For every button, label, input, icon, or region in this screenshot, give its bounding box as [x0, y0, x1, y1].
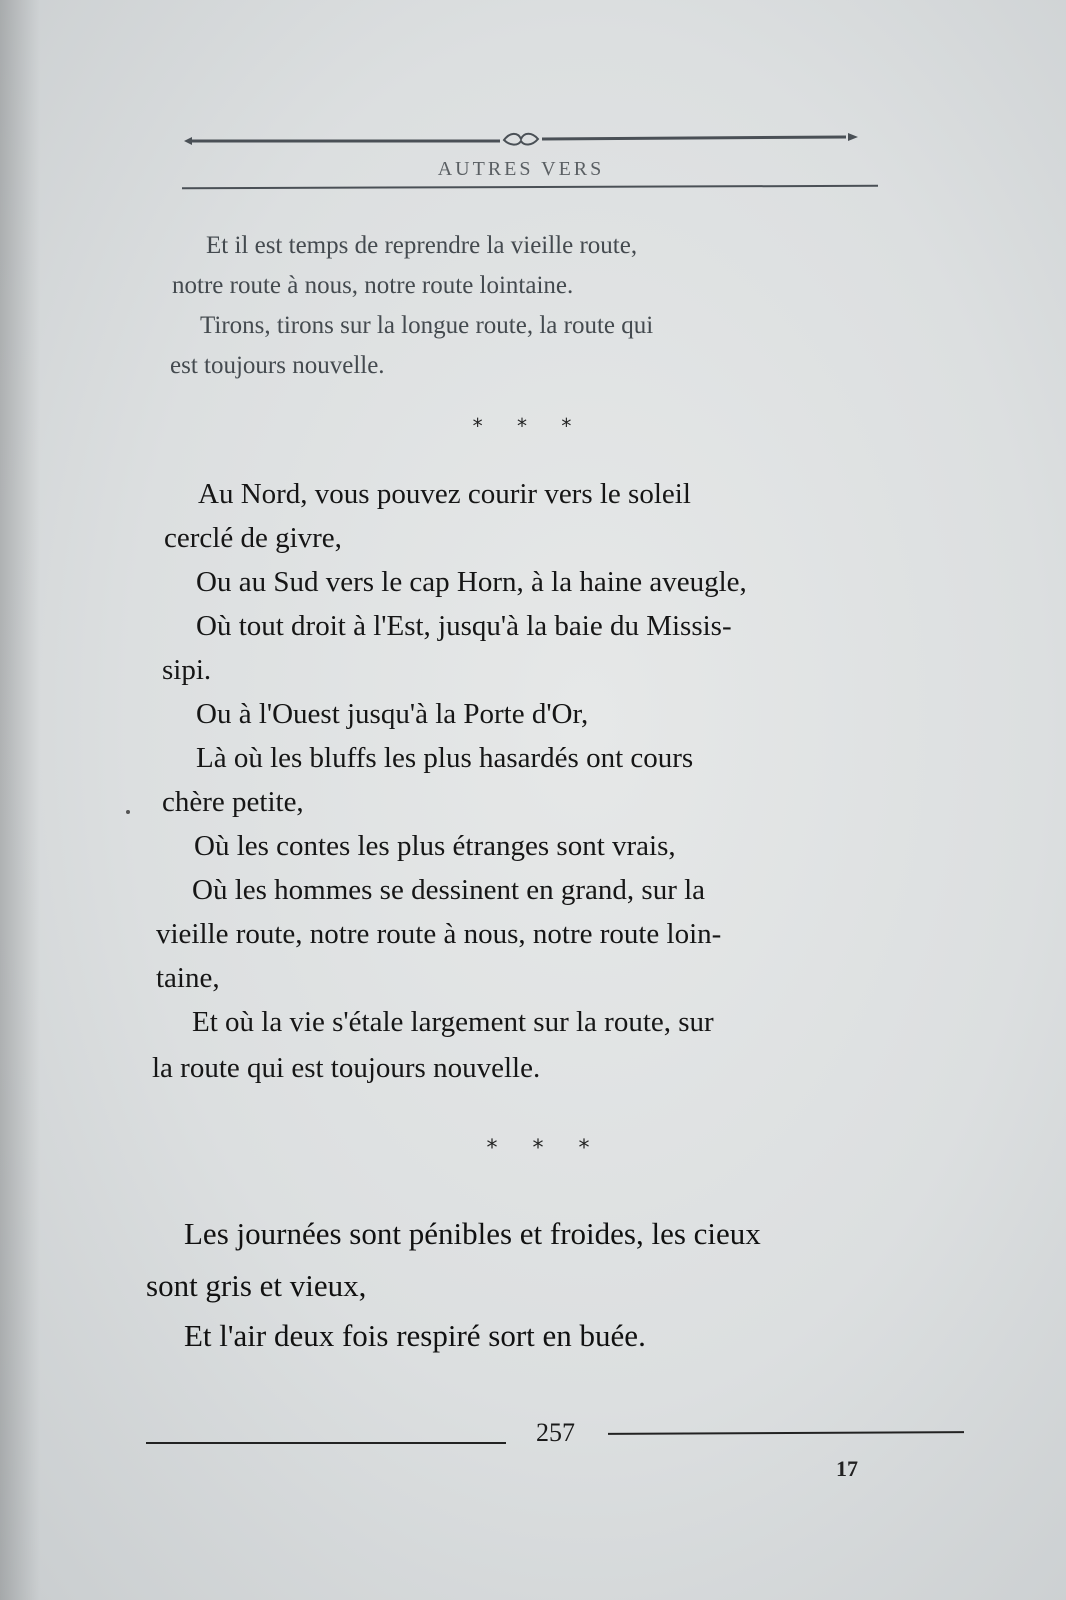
footer-rule-right: [608, 1431, 964, 1435]
running-header: AUTRES VERS: [437, 158, 605, 180]
section-separator: * * *: [472, 414, 586, 438]
paper-speck: [126, 810, 130, 814]
text-line: Ou à l'Ouest jusqu'à la Porte d'Or,: [196, 698, 589, 730]
text-line: la route qui est toujours nouvelle.: [152, 1052, 541, 1084]
text-line: sipi.: [162, 654, 212, 686]
text-line: cerclé de givre,: [164, 522, 342, 554]
signature-mark: 17: [836, 1456, 858, 1481]
text-line: est toujours nouvelle.: [170, 352, 385, 379]
text-line: Les journées sont pénibles et froides, les cieux: [184, 1216, 761, 1251]
text-line: Au Nord, vous pouvez courir vers le soleil: [198, 478, 691, 510]
text-line: taine,: [156, 962, 220, 994]
text-line: Où tout droit à l'Est, jusqu'à la baie du Missis-: [196, 610, 732, 642]
text-line: Et il est temps de reprendre la vieille route,: [206, 232, 638, 259]
footer-rule-left: [146, 1442, 506, 1444]
header-rule: [182, 185, 878, 189]
text-line: Ou au Sud vers le cap Horn, à la haine aveugle,: [196, 566, 747, 598]
header-ornament: [182, 132, 860, 148]
text-line: notre route à nous, notre route lointaine.: [172, 272, 574, 299]
text-line: Là où les bluffs les plus hasardés ont cours: [196, 742, 694, 774]
text-line: Où les contes les plus étranges sont vrais,: [194, 830, 676, 862]
text-line: Où les hommes se dessinent en grand, sur la: [192, 874, 706, 906]
page-number: 257: [536, 1418, 575, 1447]
section-separator: * * *: [486, 1136, 604, 1161]
text-line: Et l'air deux fois respiré sort en buée.: [184, 1318, 646, 1353]
text-line: Tirons, tirons sur la longue route, la route qui: [200, 312, 654, 339]
page-gutter-shadow: [0, 0, 40, 1600]
text-line: vieille route, notre route à nous, notre route loin-: [156, 918, 722, 950]
text-line: Et où la vie s'étale largement sur la route, sur: [192, 1006, 714, 1038]
text-line: sont gris et vieux,: [146, 1268, 367, 1303]
text-line: chère petite,: [162, 786, 304, 818]
